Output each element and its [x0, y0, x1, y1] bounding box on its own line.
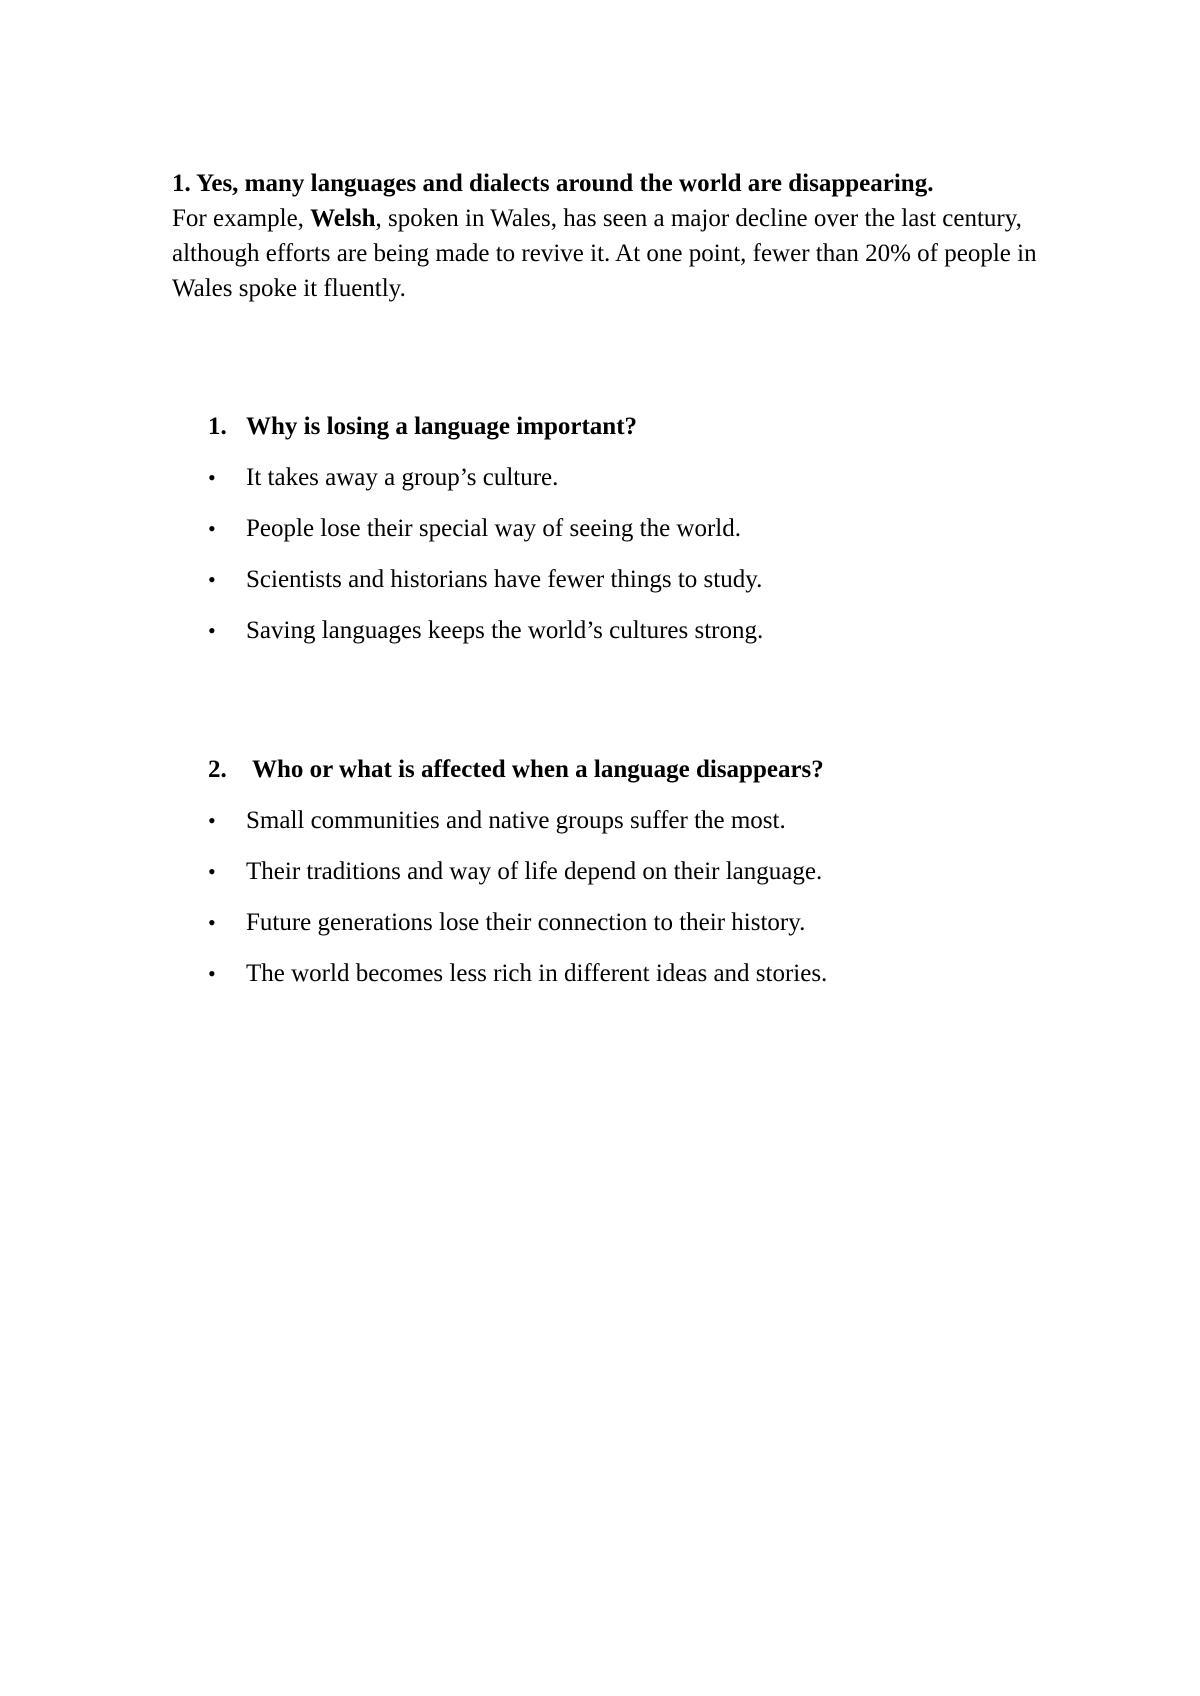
list-item-text: Scientists and historians have fewer things to study. — [246, 566, 763, 593]
list-item-text: Small communities and native groups suffer the most. — [246, 807, 786, 834]
bullet-icon: • — [208, 859, 216, 884]
intro-bold-lead: 1. Yes, many languages and dialects around the world are disappearing. — [172, 170, 934, 197]
section-heading — [208, 753, 1068, 787]
bullet-icon: • — [208, 516, 216, 541]
section-why-important — [208, 410, 1068, 665]
list-item — [208, 461, 1068, 495]
bullet-list — [208, 804, 1068, 991]
intro-bold-word: Welsh — [310, 205, 376, 232]
list-item-text: People lose their special way of seeing the world. — [246, 515, 741, 542]
list-item — [208, 804, 1068, 838]
section-number: 1. — [208, 413, 227, 440]
bullet-icon: • — [208, 465, 216, 490]
list-item — [208, 512, 1068, 546]
list-item-text: Saving languages keeps the world’s cultures strong. — [246, 617, 764, 644]
intro-text-after: , spoken in Wales, has seen a major decline over the last century, although efforts are being made to revive it. At one point, fewer than 20% of people in Wales spoke it fluently. — [172, 205, 1037, 302]
list-item — [208, 855, 1068, 889]
section-heading — [208, 410, 1068, 444]
list-item — [208, 614, 1068, 648]
bullet-icon: • — [208, 567, 216, 592]
bullet-list — [208, 461, 1068, 648]
list-item-text: The world becomes less rich in different ideas and stories. — [246, 960, 828, 987]
list-item — [208, 563, 1068, 597]
list-item-text: Their traditions and way of life depend on their language. — [246, 858, 823, 885]
section-heading-text: Why is losing a language important? — [246, 413, 638, 440]
intro-text-before: For example, — [172, 205, 311, 232]
section-who-affected — [208, 753, 1068, 1008]
bullet-icon: • — [208, 808, 216, 833]
bullet-icon: • — [208, 910, 216, 935]
intro-paragraph — [172, 166, 1072, 306]
section-number: 2. — [208, 756, 227, 783]
list-item — [208, 906, 1068, 940]
bullet-icon: • — [208, 618, 216, 643]
list-item — [208, 957, 1068, 991]
section-heading-text: Who or what is affected when a language disappears? — [252, 756, 824, 783]
list-item-text: It takes away a group’s culture. — [246, 464, 559, 491]
bullet-icon: • — [208, 961, 216, 986]
list-item-text: Future generations lose their connection to their history. — [246, 909, 806, 936]
